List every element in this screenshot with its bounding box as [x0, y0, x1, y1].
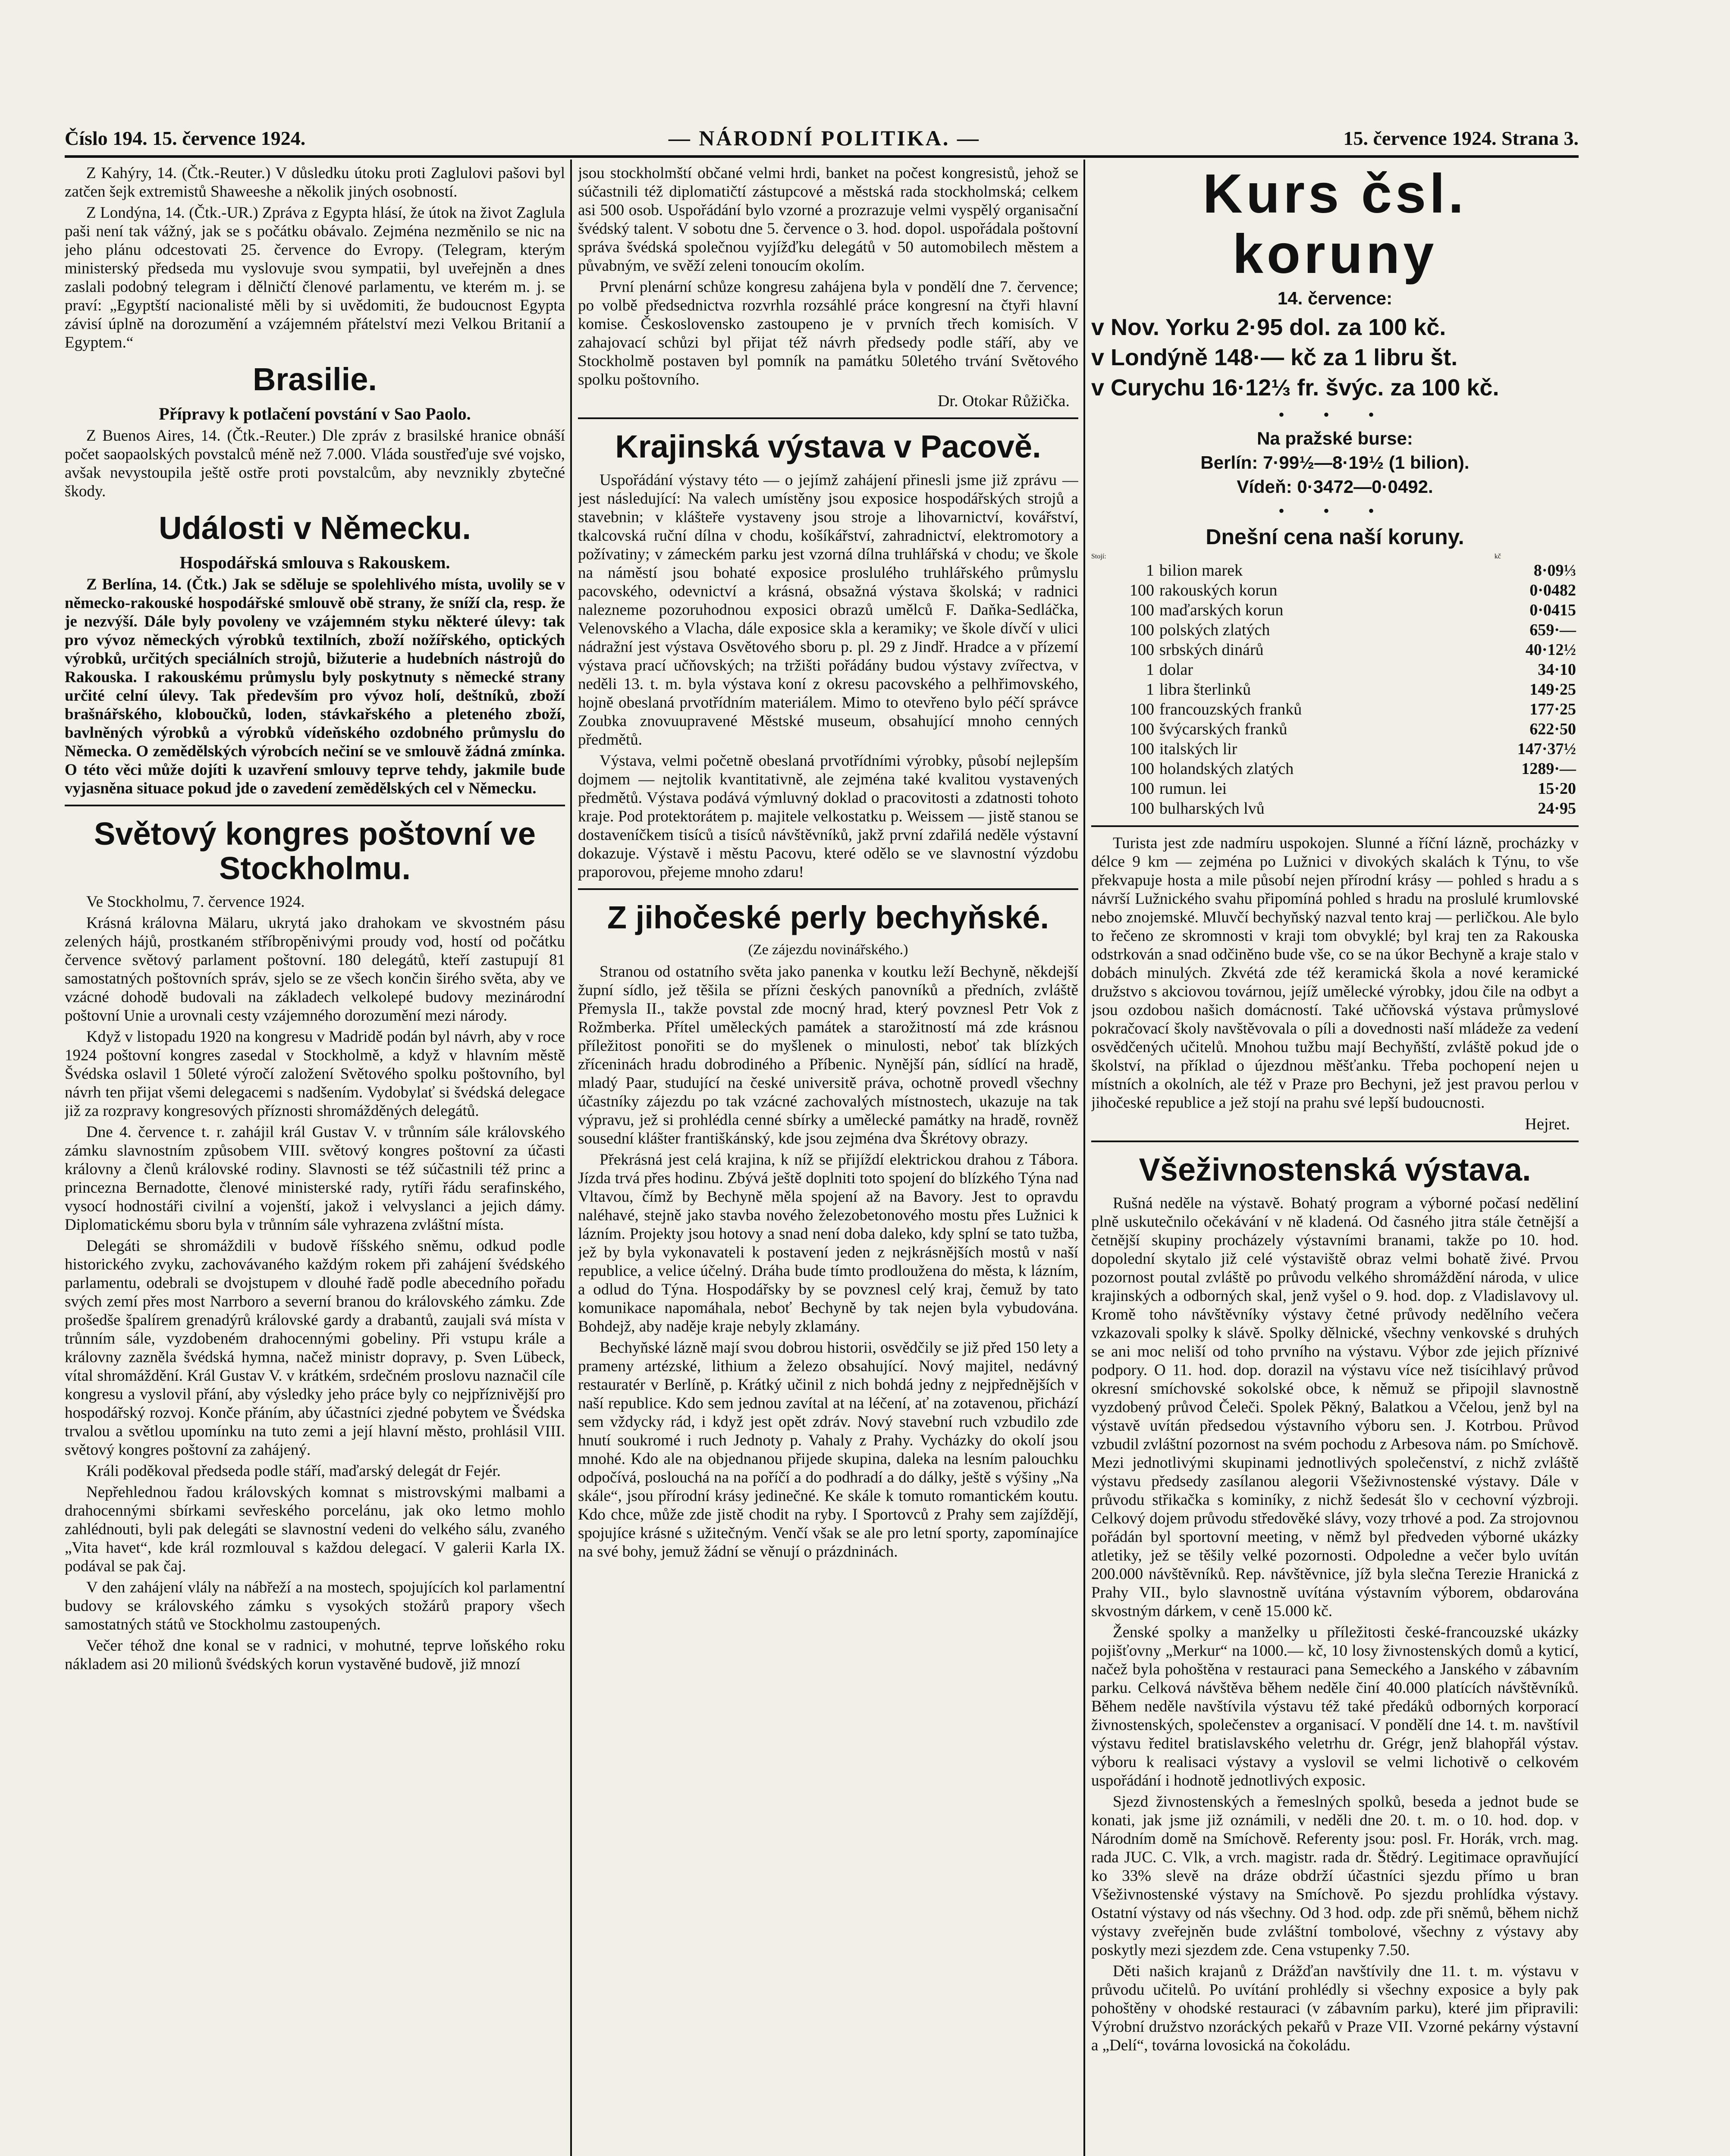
rate-london: v Londýně 148·— kč za 1 libru št.	[1091, 345, 1458, 370]
rates-unit-label: kč	[1494, 553, 1501, 560]
section-heading-bechyne: Z jihočeské perly bechyňské.	[607, 899, 1049, 935]
currency-name: rakouských korun	[1159, 581, 1278, 599]
currency-row	[1091, 719, 1579, 739]
burza-viden: Vídeň: 0·3472—0·0492.	[1237, 476, 1433, 497]
article-paragraph: Králi poděkoval předseda podle stáří, maďarský delegát dr Fejér.	[86, 1462, 501, 1480]
column-divider-2	[1083, 160, 1085, 2156]
currency-quantity: 100	[1130, 621, 1154, 639]
currency-value: 149·25	[1529, 680, 1576, 699]
column-2	[578, 164, 1078, 2156]
currency-name: dolar	[1159, 661, 1193, 679]
burza-berlin: Berlín: 7·99½—8·19½ (1 bilion).	[1200, 452, 1469, 473]
currency-quantity: 100	[1130, 700, 1154, 718]
currency-quantity: 100	[1130, 740, 1154, 758]
currency-value: 15·20	[1538, 780, 1576, 798]
currency-row	[1091, 739, 1579, 759]
separator	[578, 888, 1078, 890]
currency-name: švýcarských franků	[1159, 720, 1287, 738]
currency-quantity: 100	[1130, 601, 1154, 619]
currency-name: polských zlatých	[1159, 621, 1270, 639]
exchange-rate-title: Kurs čsl. koruny	[1203, 164, 1467, 285]
article-paragraph: Když v listopadu 1920 na kongresu v Madridě podán byl návrh, aby v roce 1924 poštovní kongres zasedal v Stockholmě, a když v hlavním městě Švédska oslavil 1 50leté výročí založení Světového spolku poštovního, byl návrh ten přijat všemi delegacemi s nadšením. Vydobylať si švédská delegace již za rozpravy kongresových příznosti shromážděných delegátů.	[65, 1028, 565, 1120]
article-subtitle: (Ze zájezdu novinářského.)	[748, 942, 908, 958]
newspaper-title: — NÁRODNÍ POLITIKA. —	[668, 126, 980, 150]
column-3	[1091, 164, 1579, 2156]
masthead	[65, 121, 1579, 155]
page-info: 15. července 1924. Strana 3.	[1343, 127, 1579, 149]
currency-value: 622·50	[1529, 720, 1576, 738]
currency-table	[1091, 561, 1579, 818]
section-heading-nemecko: Události v Německu.	[159, 510, 471, 546]
separator	[1091, 825, 1579, 827]
article-paragraph: Rušná neděle na výstavě. Bohatý program a výborné počasí neděliní plně uskutečnilo očekávání v ně kladená. Od časného jitra stále četnější a četnější skupiny procházely výstavními branami, takže po 10. hod. dopolední skytalo již celé výstaviště obraz velmi bohatě živé. Prvou pozornost poutal zvláště po průvodu velkého shromáždění národa, v ulice krajinských a odborných skal, jenž vyšel o 9. hod. dop. z Vladislavovy ul. Kromě toho návštěvníky výstavy četné průvody nedělního večera vzkazovali spolky k slávě. Spolky dělnické, všechny venkovské s druhých se ani moc neliší od toho prvního na výstavu. Výbor zde jejich příznivé podpory. O 11. hod. dop. dorazil na výstavu více než tisícihlavý průvod okresní smíchovské sokolské obce, k němuž se připojil slavnostně vyzdobený průvod Čeleči. Spolek Pěkný, Balatkou a Včelou, jenž byl na výstavě uvítán předsedou výstavního výboru sen. J. Kotrbou. Průvod vzbudil zvláštní pozornost na svém pochodu z Arbesova nám. po Smíchově. Mezi jednotlivými skupinami jednotlivých společenství, z nichž zvláště výstavu předsedy zasílanou alegorii Všeživnostenské výstavy. Dále v průvodu střikačka s kominíky, z nichž šedesát šlo v cechovní výzbroji. Celkový dojem průvodu středověké slávy, vozy trhové a pod. Za strojovnou pořádán byl sportovní meeting, v němž byl předveden výborné ukázky atletiky, jež se těšily velké pozornosti. Odpoledne a večer bylo uvítán 200.000 návštěvníků. Rep. návštěvnice, jíž byla slečna Terezie Hranická z Prahy VII., bylo slavnostně uvítána výstavním výborem, obdarována skvostným dárkem, v ceně 15.000 kč.	[1091, 1194, 1579, 1620]
currency-name: bilion marek	[1159, 561, 1243, 580]
currency-value: 0·0482	[1529, 581, 1576, 599]
article-paragraph: Z Berlína, 14. (Čtk.) Jak se sděluje se spolehlivého místa, uvolily se v německo-rakouské hospodářské smlouvě obě strany, že sníží cla, resp. že je nezvýší. Dále byly povoleny ve vzájemném styku některé úlevy: tak pro vývoz německých výrobků textilních, zboží nožířského, optických výrobků, určitých speciálních strojů, bižuterie a hudebních nástrojů do Rakouska. I rakouskému průmyslu byly poskytnuty s německé strany určité celní úlevy. Tak především pro vývoz holí, deštníků, zboží brašnářského, kloboučků, loden, stávkařského a pleteného zboží, bavlněných výrobků a výrobků vídeňského ozdobného průmyslu do Německa. O zemědělských výrobcích nečiní se ve smlouvě žádná zmínka. O této věci může dojíti k uzavření smlouvy teprve tehdy, jakmile bude vyjasněna situace pokud jde o zavedení zemědělských cel v Německu.	[65, 576, 565, 797]
subheading: Přípravy k potlačení povstání v Sao Paolo.	[159, 404, 471, 423]
currency-name: italských lir	[1159, 740, 1237, 758]
currency-value: 0·0415	[1529, 601, 1576, 619]
currency-quantity: 100	[1130, 760, 1154, 778]
currency-value: 1289·—	[1521, 760, 1576, 778]
currency-value: 40·12½	[1525, 641, 1576, 659]
currency-quantity: 100	[1130, 780, 1154, 798]
rates-header	[1091, 553, 1579, 561]
article-paragraph: Překrásná jest celá krajina, k níž se přijíždí elektrickou drahou z Tábora. Jízda trvá přes hodinu. Zbývá ještě doplniti toto spojení do blízkého Týna nad Vltavou, čímž by Bechyně měla spojení až na Bavory. Jest to opravdu naléhavé, stejně jako stavba nového železobetonového mostu přes Lužnici k lázním. Projekty jsou hotovy a snad není doba daleko, kdy splní se tato tužba, jež by byla vykonavateli k postavení jeden z nejkrásnějších mostů v naší republice, a velice účelný. Dráha bude tímto prodloužena do města, k lázním, a odlud do Týna. Hospodářsky by se povznesl celý kraj, čemuž by tato komunikace napomáhala, neboť Bechyně by tak nejen byla vybudována. Bohdejž, aby naděje kraje nebyly zklamány.	[578, 1151, 1078, 1335]
currency-row	[1091, 799, 1579, 818]
article-paragraph: Uspořádání výstavy této — o jejímž zahájení přinesli jsme již zprávu — jest následující: Na valech umístěny jsou exposice hospodářských strojů a stavebnin; v klášteře vystaveny jsou stroje a lihovarnictví, kovářství, tkalcovská ruční dílna v chodu, košíkářství, zahradnictví, elektromotory a požívatiny; v zámeckém parku jest vzorná dílna truhlářská v chodu; ve škole na náměstí jsou bohaté exposice proslulého truhlářského průmyslu pacovského, odevnictví a krásná, obsažná výstava školská; v radnici nalezneme pozoruhodnou exposici obrazů umělců F. Daňka-Sedláčka, Velenovského a Vlacha, dále exposice skla a keramiky; ve škole dívčí v ulici nádražní jest výstava Osvětového sboru p. pl. 29 z Jindř. Hradce a v přízemí výstava prací učňovských; na tržišti pořádány budou výstavy zvířectva, v neděli 13. t. m. byla výstava koní z okresu pacovského a pelhřimovského, hojně obeslaná prvotřídním materiálem. Mimo to otevřeno bylo péčí správce Zoubka znovuupravené Městské museum, obsahující mnoho cenných předmětů.	[578, 471, 1078, 749]
article-paragraph: Delegáti se shromáždili v budově říšského sněmu, odkud podle historického zvyku, zachovávaného každým rokem při zahájení švédského parlamentu, odebrali se dvojstupem v dlouhé řadě podle abecedního pořadu svých zemí přes most Narrboro a severní branou do královského zámku. Zde prošedše špalírem grenadýrů královské gardy a drabantů, zaujali svá místa v trůnním sále, vyzdobeném drahocennými gobeliny. Při vstupu krále a královny zazněla švédská hymna, načež ministr dopravy, p. Sven Lübeck, vítal shromáždění. Král Gustav V. v krátkém, srdečném proslovu naznačil cíle kongresu a vyslovil přání, aby výsledky jeho práce byly co nejpříznivější pro hospodářský rozvoj. Konče přáním, aby účastníci zjedné pobytem ve Švédska trvalou a světlou upomínku na tuto zemi a její hlavní město, prohlásil VIII. světový kongres poštovní za zahájený.	[65, 1237, 565, 1459]
section-heading-kongres: Světový kongres poštovní ve Stockholmu.	[94, 816, 536, 886]
currency-value: 659·—	[1529, 621, 1576, 639]
currency-quantity: 100	[1130, 581, 1154, 599]
currency-row	[1091, 561, 1579, 580]
currency-name: holandských zlatých	[1159, 760, 1294, 778]
currency-name: srbských dinárů	[1159, 641, 1264, 659]
currency-value: 8·09⅓	[1533, 561, 1576, 580]
currency-value: 177·25	[1529, 700, 1576, 718]
currency-row	[1091, 759, 1579, 779]
article-paragraph: Krásná královna Mälaru, ukrytá jako drahokam ve skvostném pásu zelených hájů, prostkaném stříbropěnivými proudy vod, hostí od počátku července světový parlament poštovní. 180 delegátů, kteří zastupují 81 samostatných poštovních správ, sjelo se ze všech končin širého světa, aby ve vzácné dohodě budovali na základech velkolepé budovy mezinárodní poštovní Unie a urovnali cesty vzájemného dorozumění mezi národy.	[65, 914, 565, 1025]
currency-value: 34·10	[1538, 661, 1576, 679]
currency-quantity: 100	[1130, 799, 1154, 818]
currency-row	[1091, 620, 1579, 640]
currency-value: 147·37½	[1517, 740, 1576, 758]
article-paragraph: Stranou od ostatního světa jako panenka v koutku leží Bechyně, někdejší župní sídlo, jež těšila se přízni českých panovníků a předních, zvláště Přemysla II., takže povstal zde mocný hrad, který povznesl Petr Vok z Rožmberka. Přítel uměleckých památek a starožitností má zde krásnou příležitost ponořiti se do myšlenek o minulosti, neboť tak blízkých zříceninách hradu dobrodiného a Příbenic. Nynější pán, sídlící na hradě, mladý Paar, studující na české universitě práva, ochotně provedl všechny účastníky zájezdu po tak vzácné zachovalých místnostech, ukazuje na tak výpravu, jež si prohlédla cenné sbírky a umělecké památky na hradě, rovněž sousední klášter františkánský, kde jsou zejména dva Škrétovy obrazy.	[578, 963, 1078, 1147]
currency-row	[1091, 580, 1579, 600]
currency-row	[1091, 660, 1579, 680]
article-paragraph: Ženské spolky a manželky u příležitosti české-francouzské ukázky pojišťovny „Merkur“ na 1000.— kč, 10 losy živnostenských domů a kyticí, načež byla pohoštěna v restauraci pana Semeckého a Janského v zábavním parku. Celková návštěva během neděle činí 40.000 platících návštěvníků. Během neděle navštívila výstavu též také předáků odborných korporací živnostenských, společenstev a organisací. V pondělí dne 14. t. m. navštívil výstavu ředitel bratislavského veletrhu dr. Grégr, jenž blahopřál výstav. výboru k realisaci výstavy a vyslovil se velmi lichotivě o celkovém uspořádání i hodnotě jednotlivých exposic.	[1091, 1623, 1579, 1789]
currency-name: maďarských korun	[1159, 601, 1284, 619]
article-paragraph: Z Kahýry, 14. (Čtk.-Reuter.) V důsledku útoku proti Zaglulovi pašovi byl zatčen šejk extremistů Shaweeshe a několik jiných osobností.	[65, 164, 565, 201]
issue-info: Číslo 194. 15. července 1924.	[65, 127, 306, 149]
article-paragraph: jsou stockholmští občané velmi hrdi, banket na počest kongresistů, jehož se súčastnili též diplomatičtí zástupcové a městská rada stockholmská; celkem asi 500 osob. Uspořádání bylo vzorné a prozrazuje velmi vyspělý organisační švédský talent. V sobotu dne 5. července o 3. hod. dopol. uspořádala poštovní správa švédská společnou vyjížďku delegátů v 50 automobilech městem a půvabným, ve svěží zeleni tonoucím okolím.	[578, 164, 1078, 275]
currency-row	[1091, 779, 1579, 799]
subheading: Hospodářská smlouva s Rakouskem.	[179, 553, 450, 572]
currency-name: francouzských franků	[1159, 700, 1302, 718]
currency-name: bulharských lvů	[1159, 799, 1265, 818]
currency-quantity: 100	[1130, 720, 1154, 738]
article-paragraph: Bechyňské lázně mají svou dobrou historii, osvědčily se již před 150 lety a prameny artézské, lithium a železo obsahující. Nový majitel, nedávný restauratér v Berlíně, p. Krátký učinil z nich bohdá jedny z nejpřednějších v naší republice. Kdo sem jednou zavítal at na léčení, ať na zotavenou, přichází sem vždycky rád, i když jest opět zdráv. Nový stavební ruch vzbudilo zde hnutí soukromé i ruch Jednoty p. Vahaly z Prahy. Vycházky do okolí jsou mnohé. Kdo ale na objednanou přijede skupina, daleka na lesním palouchku odpočívá, poslouchá na na poříčí a do podhradí a do dálky, ještě s výšiny „Na skále“, jsou přírodní krásy jedinečné. Ke skále k tomuto romantickém koutu. Kdo chce, může zde jistě chodit na ryby. I Sportovců z Prahy sem zajíždějí, spojujíce krásné s užitečným. Venčí však se ale pro letní sporty, zapomínajíce na své bohy, jemuž žádní se věnují o prázdninách.	[578, 1339, 1078, 1561]
currency-name: libra šterlinků	[1159, 680, 1251, 699]
currency-quantity: 1	[1146, 561, 1154, 580]
currency-name: rumun. lei	[1159, 780, 1227, 798]
currency-row	[1091, 600, 1579, 620]
article-paragraph: První plenární schůze kongresu zahájena byla v pondělí dne 7. července; po volbě předsednictva rozvrhla rozsáhlé práce kongresní na čtyři hlavní komise. Československo zastoupeno je v prvních třech komisích. V zahajovací schůzi byl přijat též návrh předsedy podle stáří, aby ve Stockholmě postaven byl pomník na památku 50letého trvání Světového spolku poštovního.	[578, 278, 1078, 389]
currency-value-title: Dnešní cena naší koruny.	[1206, 525, 1464, 549]
column-divider-1	[570, 160, 572, 2156]
currency-quantity: 1	[1146, 680, 1154, 699]
article-paragraph: Večer téhož dne konal se v radnici, v mohutné, teprve loňského roku nákladem asi 20 milionů švédských korun vystavěné budově, již mnozí	[65, 1637, 565, 1673]
separator	[1091, 1141, 1579, 1142]
rates-stoji-label: Stojí:	[1091, 553, 1106, 560]
article-paragraph: Sjezd živnostenských a řemeslných spolků, beseda a jednot bude se konati, jak jsme již oznámili, v neděli dne 20. t. m. o 10. hod. dop. v Národním domě na Smíchově. Referenty jsou: posl. Fr. Horák, vrch. mag. rada JUC. C. Vlk, a vrch. magistr. rada dr. Štědrý. Legitimace opravňující ko 33% slevě na dráze obdrží účastníci sjezdu přímo u bran Všeživnostenské výstavy na Smíchově. Po sjezdu prohlídka výstavy. Ostatní výstavy od nás všechny. Od 3 hod. odp. zde při sněmů, během nichž výstavy zveřejněn bude zvláštní tombolové, všechny z výstavy aby poskytly mezi sjezdem zde. Cena vstupenky 7.50.	[1091, 1793, 1579, 1959]
article-paragraph: Nepřehlednou řadou královských komnat s mistrovskými malbami a drahocennými sbírkami sevřeského porcelánu, jak oko letmo mohlo zahlédnouti, byli pak delegáti se slavnostní vedeni do velkého sálu, zvaného „Vita havet“, kde král rozmlouval s každou delegací. V galerii Karla IX. podával se pak čaj.	[65, 1483, 565, 1575]
section-heading-vystava: Všeživnostenská výstava.	[1139, 1152, 1531, 1188]
column-1	[65, 164, 565, 2156]
article-paragraph: Z Londýna, 14. (Čtk.-UR.) Zpráva z Egypta hlásí, že útok na život Zaglula paši není tak vážný, jak se s počátku obávalo. Zejména nezměnilo se nic na jeho plánu odcestovati 25. července do Evropy. (Telegram, kterým ministerský předseda mu vyslovuje svou sympatii, byl uveřejněn a dnes zaslali podobný telegram i dělničtí členové parlamentu, ve kterém m. j. se praví: „Egyptští nacionalisté měli by si uvědomiti, že budoucnost Egypta závisí úplně na dorozumění a vzájemném přátelství mezi Velkou Britanií a Egyptem.“	[65, 204, 565, 351]
currency-row	[1091, 640, 1579, 660]
article-paragraph: Dne 4. července t. r. zahájil král Gustav V. v trůnním sále královského zámku slavnostním způsobem VIII. světový kongres poštovní za účasti královny a členů královské rodiny. Slavnosti se též súčastnili též princ a princezna Bernadotte, členové ministerské rady, rytíři řádu serafinského, vysocí hodnostáři civilní a vojenští, jakož i velvyslanci a jejich dámy. Diplomatickému sboru byla v trůnním sále vyhrazena zvláštní místa.	[65, 1123, 565, 1234]
currency-value: 24·95	[1538, 799, 1576, 818]
article-paragraph: Z Buenos Aires, 14. (Čtk.-Reuter.) Dle zpráv z brasilské hranice obnáší počet saopaolských povstalců méně než 7.000. Vláda soustřeďuje své vojsko, avšak nevystoupila ještě ostře proti povstalcům, aby nevznikly zbytečné škody.	[65, 427, 565, 500]
burza-title: Na pražské burse:	[1257, 428, 1413, 448]
separator	[65, 805, 565, 806]
rate-zurich: v Curychu 16·12⅓ fr. švýc. za 100 kč.	[1091, 375, 1499, 401]
ornament: • • •	[1278, 501, 1391, 520]
author-signature: Hejret.	[1525, 1115, 1570, 1133]
currency-quantity: 100	[1130, 641, 1154, 659]
section-heading-brasilie: Brasilie.	[253, 361, 377, 397]
article-paragraph: Děti našich krajanů z Drážďan navštívily dne 11. t. m. výstavu v průvodu učitelů. Po uvítání prohlédly si všechny exposice a byly pak pohoštěny v ohodské restauraci (v zábavním parku), které jim připravili: Výrobní družstvo nzoráckých pekařů v Praze VII. Vzorné pekárny výstavní a „Delí“, továrna lovosická na čokoládu.	[1091, 1962, 1579, 2054]
article-paragraph: Turista jest zde nadmíru uspokojen. Slunné a říční lázně, procházky v délce 9 km — zejména po Lužnici v divokých skalách k Týnu, to vše překvapuje hosta a mile působí nejen přírodní krásy — pohled s hradu a s návrší Lužnického svahu připomíná pohled s hradu na proslulé krumlovské nebo znojemské. Mluvčí bechyňský nazval tento kraj — perličkou. Ale bylo to řečeno ze skromnosti v kraji tom obvyklé; byl kraj ten za Rakouska odstrkován a snad odčiněno bude vše, co se na úkor Bechyně a kraje stalo v dobách minulých. Zkvétá zde též keramická škola a nové keramické družstvo s akciovou továrnou, jejíž umělecké výrobky, jdou čile na odbyt a jsou ozdobou našich domácností. Také učňovská výstava průmyslové pokračovací školy navštěvovala o píli a dovednosti naší mládeže za vedení osvědčených učitelů. Mnohou tužbu mají Bechyňští, zvláště pokud jde o školství, na příklad o újezdnou měšťanku. Třeba pochopení nejen u místních a okolních, ale též v Praze pro Bechyni, jež jest pravou perlou v jihočeské republice a jež stojí na prahu své lepší budoucnosti.	[1091, 834, 1579, 1112]
header-rule	[65, 155, 1579, 158]
exchange-rate-date: 14. července:	[1277, 288, 1393, 308]
author-signature: Dr. Otokar Růžička.	[937, 392, 1070, 410]
currency-row	[1091, 699, 1579, 719]
rate-new-york: v Nov. Yorku 2·95 dol. za 100 kč.	[1091, 314, 1446, 340]
currency-row	[1091, 680, 1579, 699]
section-heading-pacov: Krajinská výstava v Pacově.	[615, 429, 1041, 464]
separator	[578, 417, 1078, 419]
article-paragraph: V den zahájení vlály na nábřeží a na mostech, spojujících kol parlamentní budovy se královského zámku s vysokých stožárů prapory všech samostatných států ve Stockholmu zastoupených.	[65, 1579, 565, 1633]
ornament: • • •	[1278, 405, 1391, 424]
dateline: Ve Stockholmu, 7. července 1924.	[86, 893, 305, 911]
currency-quantity: 1	[1146, 661, 1154, 679]
article-paragraph: Výstava, velmi početně obeslaná prvotřídními výrobky, působí nejlepším dojmem — nejtolik kvantitativně, ale zejména také kvalitou vystavených předmětů. Výstava podává výmluvný doklad o pracovitosti a zdatnosti tohoto kraje. Pod protektorátem p. majitele velkostatku p. Weissem — jistě stanou se dostaveníčkem tisíců a tisíců návštěvníků, jakž první zdařilá neděle výstavní dokazuje. Výstavě i městu Pacovu, které odělo se ve slavnostní výzdobu praporovou, přejeme mnoho zdaru!	[578, 752, 1078, 881]
